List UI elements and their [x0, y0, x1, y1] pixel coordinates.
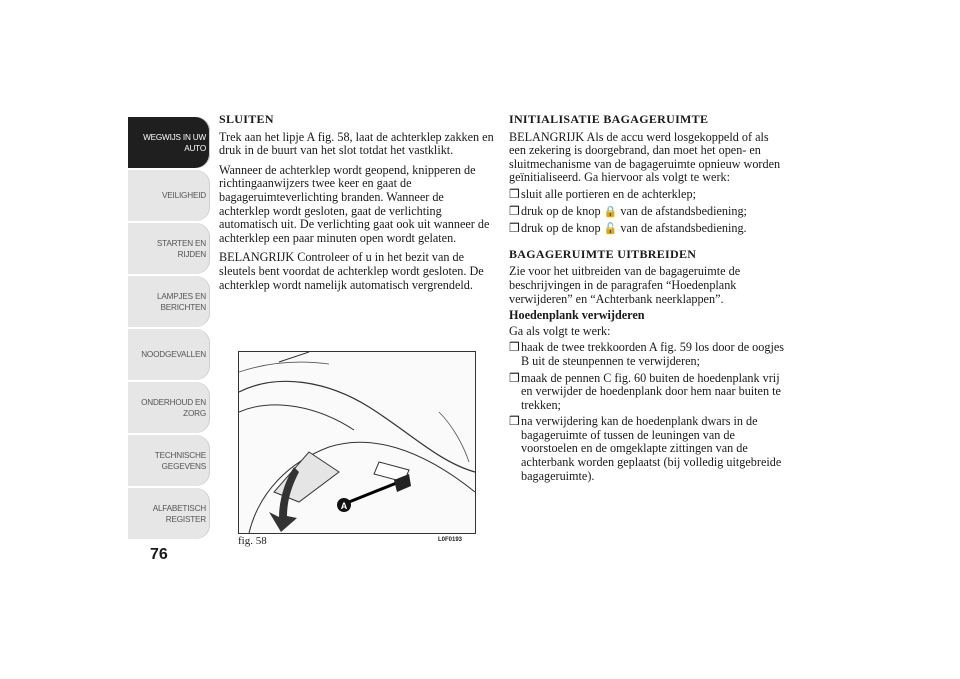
paragraph: BELANGRIJK Als de accu werd losgekoppeld of als een zekering is doorgebrand, dan moet het open- en sluitmechanisme van de bagageruimte opnieuw worden geïnitialiseerd. Ga hiervoor als volgt te werk: — [509, 129, 781, 185]
section-heading-uitbreiden: BAGAGERUIMTE UITBREIDEN — [509, 246, 697, 261]
tab-noodgevallen[interactable] — [128, 329, 210, 380]
tab-lampjes[interactable] — [128, 276, 210, 327]
list-item: ❒ druk op de knop 🔓 van de afstandsbediening. — [509, 221, 747, 236]
paragraph: Trek aan het lipje A fig. 58, laat de achterklep zakken en druk in de buurt van het slot totdat het vastklikt. — [219, 129, 494, 158]
checkbox-bullet: ❒ — [509, 203, 520, 218]
figure-caption: fig. 58 — [238, 535, 267, 547]
tab-veiligheid[interactable] — [128, 170, 210, 221]
checkbox-bullet: ❒ — [509, 414, 520, 429]
tab-starten[interactable] — [128, 223, 210, 274]
paragraph: Ga als volgt te werk: — [509, 323, 611, 338]
section-heading-sluiten: SLUITEN — [219, 112, 274, 126]
figure-code: L0F0193 — [438, 537, 463, 543]
list-item: ❒ haak de twee trekkoorden A fig. 59 los door de oogjes B uit de steunpennen te verwijderen; — [509, 340, 784, 368]
checkbox-bullet: ❒ — [509, 370, 520, 385]
list-item: ❒ maak de pennen C fig. 60 buiten de hoedenplank vrij en verwijder de hoedenplank door hem naar buiten te trekken; — [509, 370, 781, 412]
tab-label: ALFABETISCH REGISTER — [152, 503, 206, 524]
tab-label: VEILIGHEID — [162, 191, 206, 200]
list-item: ❒ sluit alle portieren en de achterklep; — [509, 186, 696, 201]
checkbox-bullet: ❒ — [509, 186, 520, 201]
lock-icon: 🔒 — [603, 205, 618, 218]
tab-label: STARTEN EN RIJDEN — [156, 238, 206, 259]
tab-label: NOODGEVALLEN — [141, 350, 206, 359]
tab-onderhoud[interactable] — [128, 382, 210, 433]
unlock-icon: 🔓 — [603, 223, 618, 236]
paragraph: Zie voor het uitbreiden van de bagageruimte de beschrijvingen in de paragrafen “Hoedenplank verwijderen” en “Achterbank neerklappen”. — [509, 264, 741, 306]
list-item: ❒ druk op de knop 🔒 van de afstandsbediening; — [509, 203, 747, 218]
checkbox-bullet: ❒ — [509, 221, 520, 236]
right-column — [509, 113, 784, 486]
checkbox-bullet: ❒ — [509, 340, 520, 355]
tab-technische[interactable] — [128, 435, 210, 486]
section-heading-initialisatie: INITIALISATIE BAGAGERUIMTE — [509, 112, 709, 126]
list-item: ❒ na verwijdering kan de hoedenplank dwars in de bagageruimte of tussen de leuningen van de voorstoelen en de omgeklapte zittingen van de achterbank worden geplaatst (bij volledig uitgebreide bagageruimte). — [509, 414, 782, 483]
left-column — [219, 113, 494, 298]
figure-label-a: A — [340, 501, 348, 511]
paragraph: BELANGRIJK Controleer of u in het bezit van de sleutels bent voordat de achterklep wordt gesloten. De achterklep wordt namelijk automatisch vergrendeld. — [219, 250, 484, 292]
tab-label: WEGWIJS IN UW AUTO — [143, 132, 206, 153]
subheading-hoedenplank: Hoedenplank verwijderen — [509, 308, 645, 323]
tab-label: TECHNISCHE GEGEVENS — [154, 450, 206, 471]
tailgate-illustration — [239, 352, 475, 533]
page-number: 76 — [150, 546, 168, 563]
tab-wegwijs[interactable] — [128, 117, 210, 168]
paragraph: Wanneer de achterklep wordt geopend, knipperen de richtingaanwijzers twee keer en gaat de bagageruimteverlichting branden. Wanneer de achterklep wordt gesloten, gaat de verlichting automatisch uit. De verlichting gaat ook uit wanneer de achterklep een paar minuten open wordt gelaten. — [219, 162, 490, 245]
tab-label: LAMPJES EN BERICHTEN — [157, 291, 206, 312]
tab-label: ONDERHOUD EN ZORG — [141, 397, 206, 418]
tab-register[interactable] — [128, 488, 210, 539]
figure-58 — [238, 351, 476, 534]
